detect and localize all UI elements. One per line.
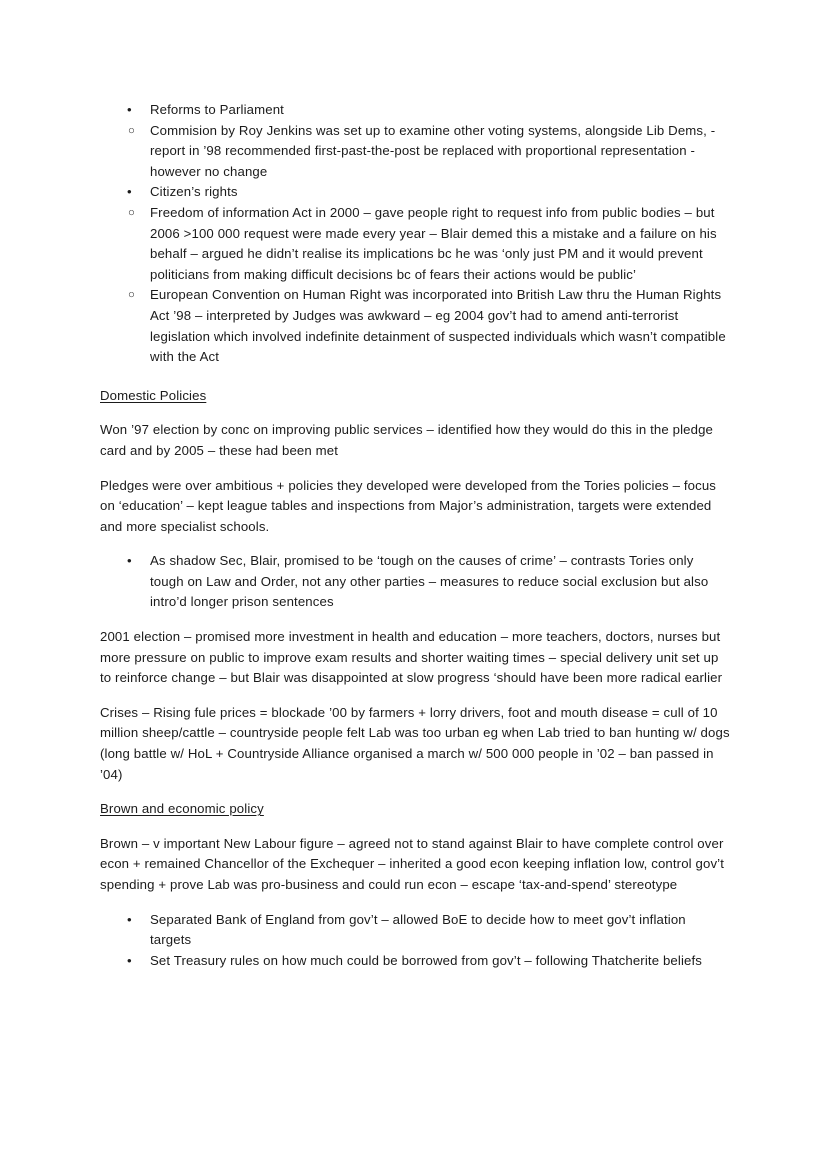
hollow-bullet-marker-icon: ○ bbox=[128, 124, 136, 137]
spacer bbox=[100, 368, 730, 386]
list-item-text: Commision by Roy Jenkins was set up to examine other voting systems, alongside Lib Dems, - report in ’98 recommended first-past-the-post be replaced with proportional representation - however no change bbox=[150, 122, 716, 179]
list-item-text: Citizen’s rights bbox=[150, 184, 238, 200]
section-heading-text: Domestic Policies bbox=[100, 387, 207, 403]
paragraph-pledges: Pledges were over ambitious + policies they developed were developed from the Tories policies – focus on ‘education’ – kept league tables and inspections from Major’s administration, targets were extended and more specialist schools. bbox=[100, 477, 717, 534]
paragraph-2001-election: 2001 election – promised more investment in health and education – more teachers, doctors, nurses but more pressure on public to improve exam results and shorter waiting times – special delivery unit set up to reinforce change – but Blair was disappointed at slow progress ‘should have been more radical earlier bbox=[100, 629, 723, 686]
list-item bbox=[100, 100, 730, 121]
list-item bbox=[100, 910, 730, 951]
hollow-bullet-marker-icon: ○ bbox=[128, 289, 136, 302]
list-item bbox=[100, 203, 730, 285]
list-item-text: As shadow Sec, Blair, promised to be ‘tough on the causes of crime’ – contrasts Tories only tough on Law and Order, not any other parties – measures to reduce social exclusion but also intro’d longer prison sentences bbox=[150, 553, 709, 610]
list-item-text: European Convention on Human Right was incorporated into British Law thru the Human Rights Act ’98 – interpreted by Judges was awkward – eg 2004 gov’t had to amend anti-terrorist legislation which involved indefinite detainment of suspected individuals which wasn’t compatible with the Act bbox=[150, 287, 726, 365]
bullet-list-citizens-rights bbox=[100, 182, 730, 203]
bullet-list-shadow-sec bbox=[100, 551, 730, 613]
paragraph-won-97-election: Won ’97 election by conc on improving public services – identified how they would do this in the pledge card and by 2005 – these had been met bbox=[100, 422, 714, 458]
bullet-list-reforms bbox=[100, 100, 730, 121]
document-content bbox=[100, 100, 730, 971]
section-heading-brown-economic-policy bbox=[100, 799, 730, 820]
bullet-marker-icon: • bbox=[127, 911, 132, 927]
sub-bullet-list-reforms bbox=[100, 121, 730, 183]
sub-bullet-list-citizens-rights bbox=[100, 203, 730, 368]
list-item bbox=[100, 121, 730, 183]
spacer bbox=[100, 613, 730, 627]
paragraph-brown: Brown – v important New Labour figure – agreed not to stand against Blair to have complete control over econ + remained Chancellor of the Exchequer – inherited a good econ keeping inflation low, control gov’t spending + prove Lab was pro-business and could run econ – escape ‘tax-and-spend’ stereotype bbox=[100, 835, 725, 892]
list-item bbox=[100, 182, 730, 203]
hollow-bullet-marker-icon: ○ bbox=[128, 206, 136, 219]
section-heading-text: Brown and economic policy bbox=[100, 801, 264, 817]
bullet-marker-icon: • bbox=[127, 553, 132, 569]
list-item-text: Set Treasury rules on how much could be borrowed from gov’t – following Thatcherite beliefs bbox=[150, 952, 702, 968]
section-heading-domestic-policies bbox=[100, 386, 730, 407]
paragraph-crises: Crises – Rising fule prices = blockade ’00 by farmers + lorry drivers, foot and mouth disease = cull of 10 million sheep/cattle – countryside people felt Lab was too urban eg when Lab tried to ban hunting w/ dogs (long battle w/ HoL + Countryside Alliance organised a march w/ 500 000 people in ’02 – ban passed in ’04) bbox=[100, 704, 730, 782]
list-item-text: Reforms to Parliament bbox=[150, 102, 284, 117]
bullet-list-brown-measures bbox=[100, 910, 730, 972]
bullet-marker-icon: • bbox=[127, 102, 132, 117]
list-item-text: Separated Bank of England from gov’t – allowed BoE to decide how to meet gov’t inflation targets bbox=[150, 911, 686, 948]
list-item bbox=[100, 951, 730, 972]
list-item bbox=[100, 285, 730, 367]
bullet-marker-icon: • bbox=[127, 184, 132, 200]
list-item-text: Freedom of information Act in 2000 – gave people right to request info from public bodies – but 2006 >100 000 request were made every year – Blair demed this a mistake and a failure on his behalf – argued he didn’t realise its implications bc he was ‘only just PM and it would prevent politicians from making difficult decisions bc of fears their actions would be public’ bbox=[150, 204, 717, 282]
list-item bbox=[100, 551, 730, 613]
bullet-marker-icon: • bbox=[127, 952, 132, 968]
